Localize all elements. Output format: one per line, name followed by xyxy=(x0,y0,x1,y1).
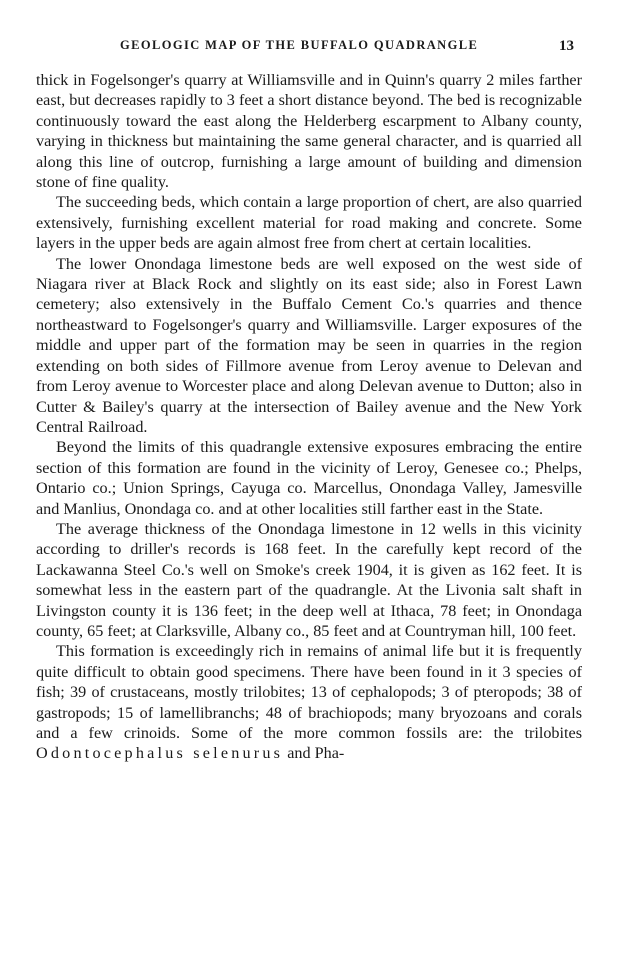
page-header xyxy=(36,38,574,58)
fossil-genus-name: Odontocephalus selenurus xyxy=(36,744,284,763)
paragraph-2: The succeeding beds, which contain a large proportion of chert, are also quarried extensively, furnishing excellent material for road making and concrete. Some layers in the upper beds are again almost free from chert at certain localities. xyxy=(36,193,582,253)
paragraph-3: The lower Onondaga limestone beds are well exposed on the west side of Niagara river at Black Rock and slightly on its east side; also in Forest Lawn cemetery; also extensively in the Buffalo Cement Co.'s quarries and thence northeastward to Fogelsonger's quarry and Williamsville. Larger exposures of the middle and upper part of the formation may be seen in quarries in the region extending on both sides of Fillmore avenue from Leroy avenue to Delevan and from Leroy avenue to Worcester place and along Delevan avenue to Dutton; also in Cutter & Bailey's quarry at the intersection of Bailey avenue and the New York Central Railroad. xyxy=(36,254,582,436)
page-number: 13 xyxy=(559,38,574,54)
paragraph-6-tail: and Pha- xyxy=(283,744,345,763)
running-head: GEOLOGIC MAP OF THE BUFFALO QUADRANGLE xyxy=(120,38,479,52)
body-text xyxy=(36,70,582,764)
paragraph-5: The average thickness of the Onondaga limestone in 12 wells in this vicinity according to driller's records is 168 feet. In the carefully kept record of the Lackawanna Steel Co.'s well on Smoke's creek 1904, it is given as 162 feet. It is somewhat less in the eastern part of the quadrangle. At the Livonia salt shaft in Livingston county it is 136 feet; in the deep well at Ithaca, 78 feet; in Onondaga county, 65 feet; at Clarksville, Albany co., 85 feet and at Countryman hill, 100 feet. xyxy=(36,519,582,640)
paragraph-4: Beyond the limits of this quadrangle extensive exposures embracing the entire section of this formation are found in the vicinity of Leroy, Genesee co.; Phelps, Ontario co.; Union Springs, Cayuga co. Marcellus, Onondaga Valley, Jamesville and Manlius, Onondaga co. and at other localities still farther east in the State. xyxy=(36,438,582,518)
paragraph-6-text: This formation is exceedingly rich in remains of animal life but it is frequently quite difficult to obtain good specimens. There have been found in it 3 species of fish; 39 of crustaceans, mostly trilobites; 13 of cephalopods; 3 of pteropods; 38 of gastropods; 15 of lamellibranchs; 48 of brachiopods; many bryozoans and corals and a few crinoids. Some of the more common fossils are: the trilobites xyxy=(36,642,582,742)
paragraph-6 xyxy=(36,641,582,763)
paragraph-1: thick in Fogelsonger's quarry at Williamsville and in Quinn's quarry 2 miles farther east, but decreases rapidly to 3 feet a short distance beyond. The bed is recognizable continuously toward the east along the Helderberg escarpment to Albany county, varying in thickness but maintaining the same general character, and is quarried all along this line of outcrop, furnishing a large amount of building and dimension stone of fine quality. xyxy=(36,71,582,192)
